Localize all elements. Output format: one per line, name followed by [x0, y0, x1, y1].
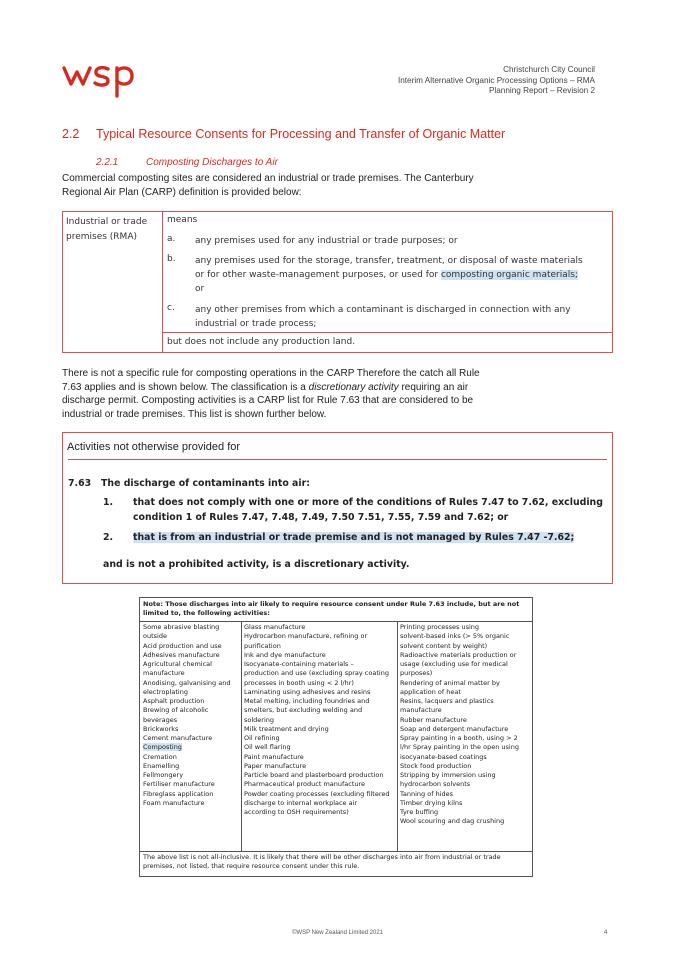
rule-item-2-number: 2.	[103, 532, 114, 543]
table-note-line: Note: Those discharges into air likely to require resource consent under Rule 7.63 include, but are not	[143, 600, 520, 608]
item-b-line: any premises used for the storage, transfer, treatment, or disposal of waste materials	[195, 256, 583, 266]
rule-title: The discharge of contaminants into air:	[101, 478, 310, 489]
table-cell-line: hydrocarbon solvents	[400, 780, 471, 789]
table-cell-line: Cement manufacture	[143, 734, 213, 742]
item-b-text	[195, 254, 611, 296]
rule-item-2-text	[133, 530, 574, 545]
paragraph-line: discharge permit. Composting activities is a CARP list for Rule 7.63 that are considered to be	[62, 395, 474, 407]
highlight-industrial-premise: that is from an industrial or trade premise and is not managed by Rules 7.47 -7.62;	[133, 532, 575, 543]
table-cell-line: Tanning of hides	[400, 789, 454, 798]
table-cell-line: beverages	[143, 715, 178, 724]
term-line: premises (RMA)	[66, 232, 137, 242]
table-cell-line: Particle board and plasterboard production	[244, 771, 384, 779]
discretionary-activity-emphasis: discretionary activity	[308, 381, 399, 393]
rule-item-1-number: 1.	[103, 497, 114, 508]
table-cell-line: Hydrocarbon manufacture, refining or	[244, 632, 368, 641]
table-cell-line: Stock food production	[400, 761, 472, 770]
highlight-composting: composting organic materials;	[440, 270, 578, 280]
table-cell-line: Soap and detergent manufacture	[400, 724, 509, 733]
table-cell-line: Fertiliser manufacture	[143, 780, 215, 789]
table-cell-line: Spray painting in a booth, using > 2	[400, 734, 518, 742]
definition-box	[62, 211, 613, 353]
rule-item-line: that does not comply with one or more of the conditions of Rules 7.47 to 7.62, excluding	[133, 497, 603, 508]
table-rule	[140, 621, 532, 622]
term-line: Industrial or trade	[66, 217, 148, 227]
table-cell-line: Cremation	[143, 752, 177, 761]
paragraph-line: 7.63 applies and is shown below. The classification is a discretionary activity requiring an air	[62, 381, 469, 393]
table-cell-line: Asphalt production	[143, 697, 205, 705]
item-b-letter: b.	[167, 254, 176, 264]
table-cell-line: Enamelling	[143, 761, 180, 770]
item-b-line: or	[195, 284, 205, 294]
item-c-line: industrial or trade process;	[195, 319, 317, 329]
table-cell-line: discharge to internal workplace air	[244, 798, 358, 807]
table-footer-line: premises, not listed, that require resource consent under this rule.	[143, 862, 360, 871]
table-cell-line: Resins, lacquers and plastics	[400, 697, 494, 705]
table-cell-line: Powder coating processes (excluding filtered	[244, 789, 390, 798]
table-cell-line: manufacture	[143, 669, 185, 678]
table-cell-line: solvent content by weight)	[400, 641, 488, 650]
table-cell-line: Some abrasive blasting	[143, 623, 220, 631]
table-cell-line: smelters, but excluding welding and	[244, 706, 363, 715]
page-number: 4	[604, 930, 608, 936]
table-cell-line: Foam manufacture	[143, 798, 205, 807]
rule-box-divider	[68, 459, 607, 460]
activities-table	[139, 597, 533, 877]
table-note	[143, 600, 529, 618]
definition-separator	[162, 332, 612, 333]
intro-paragraph	[62, 172, 622, 199]
table-cell-line: solvent-based inks (> 5% organic	[400, 632, 510, 641]
table-cell-line: purification	[244, 641, 281, 650]
table-cell-line: Acid production and use	[143, 641, 222, 650]
rule-item-1-text	[133, 495, 603, 525]
table-cell-line: isocyanate-based coatings	[400, 752, 487, 761]
table-cell-line	[143, 743, 230, 752]
table-cell-line: Tyre buffing	[400, 808, 439, 816]
table-cell-line: Paper manufacture	[244, 761, 307, 770]
table-cell-line: Isocyanate-containing materials –	[244, 660, 354, 668]
table-cell-line: production and use (excluding spray coating	[244, 669, 389, 678]
table-cell-line: Rendering of animal matter by	[400, 678, 500, 687]
table-cell-line: Timber drying kilns	[400, 798, 463, 807]
table-cell-line: Adhesives manufacture	[143, 650, 220, 659]
table-cell-line: Anodising, galvanising and	[143, 678, 231, 687]
table-cell-line: usage (excluding use for medical	[400, 660, 508, 668]
wsp-logo	[62, 58, 142, 103]
table-cell-line: according to OSH requirements)	[244, 808, 349, 816]
table-column-3	[400, 623, 519, 827]
rule-closing: and is not a prohibited activity, is a discretionary activity.	[103, 559, 410, 570]
page-footer-copyright: ©WSP New Zealand Limited 2021	[291, 930, 384, 936]
table-cell-line: Fellmongery	[143, 771, 184, 779]
document-header	[398, 65, 595, 97]
table-cell-line: Agricultural chemical	[143, 660, 212, 668]
rule-number: 7.63	[68, 478, 92, 489]
header-report: Planning Report – Revision 2	[488, 86, 595, 95]
section-title: Typical Resource Consents for Processing and Transfer of Organic Matter	[96, 127, 506, 141]
item-c-letter: c.	[167, 303, 175, 313]
table-cell-line: soldering	[244, 715, 275, 724]
paragraph-line: There is not a specific rule for composting operations in the CARP Therefore the catch all Rule	[62, 368, 480, 379]
table-footer	[143, 853, 529, 871]
table-column-1	[143, 623, 230, 808]
table-footer-line: The above list is not all-inclusive. It is likely that there will be other discharges into air from industrial or trade	[143, 853, 501, 861]
header-client: Christchurch City Council	[503, 65, 595, 74]
table-cell-line: outside	[143, 632, 167, 641]
intro-line: Commercial composting sites are considered an industrial or trade premises. The Canterbury	[62, 173, 474, 184]
item-c-text	[195, 303, 611, 331]
rule-item-line: condition 1 of Rules 7.47, 7.48, 7.49, 7.50 7.51, 7.55, 7.59 and 7.62; or	[133, 512, 509, 523]
section-heading	[62, 127, 505, 141]
item-c-line: any other premises from which a contaminant is discharged in connection with any	[195, 305, 571, 315]
table-cell-line: Fibreglass application	[143, 789, 214, 798]
table-cell-line: manufacture	[400, 706, 442, 715]
highlight-composting-cell: Composting	[143, 743, 182, 752]
subsection-number: 2.2.1	[96, 157, 119, 168]
item-a-letter: a.	[167, 234, 176, 244]
header-project: Interim Alternative Organic Processing Options – RMA	[397, 75, 595, 85]
table-cell-line: Metal melting, including foundries and	[244, 697, 370, 705]
section-number: 2.2	[62, 127, 80, 141]
definition-term	[66, 215, 160, 245]
table-cell-line: Milk treatment and drying	[244, 724, 329, 733]
table-cell-line: l/hr Spray painting in the open using	[400, 743, 519, 752]
table-cell-line: Rubber manufacture	[400, 715, 467, 724]
table-rule	[140, 851, 532, 852]
item-a-text: any premises used for any industrial or trade purposes; or	[195, 236, 458, 246]
table-cell-line: Brewing of alcoholic	[143, 706, 209, 715]
paragraph-line: industrial or trade premises. This list is shown further below.	[62, 408, 327, 420]
table-note-line: limited to, the following activities:	[143, 609, 270, 618]
table-cell-line: Paint manufacture	[244, 752, 304, 761]
table-cell-line: Printing processes using	[400, 623, 480, 631]
table-cell-line: application of heat	[400, 687, 461, 696]
table-column-divider	[241, 621, 242, 851]
table-column-divider	[397, 621, 398, 851]
table-column-2	[244, 623, 389, 817]
table-cell-line: purposes)	[400, 669, 433, 678]
rule-box-heading: Activities not otherwise provided for	[67, 441, 241, 453]
rule-paragraph	[62, 367, 622, 421]
table-cell-line: Ink and dye manufacture	[244, 650, 326, 659]
intro-line: Regional Air Plan (CARP) definition is provided below:	[62, 186, 302, 198]
definition-divider	[162, 212, 163, 352]
definition-means: means	[167, 215, 198, 225]
table-cell-line: Brickworks	[143, 724, 179, 733]
subsection-title: Composting Discharges to Air	[146, 157, 278, 168]
table-cell-line: Oil well flaring	[244, 743, 291, 752]
rule-box	[62, 432, 613, 584]
subsection-heading	[96, 157, 278, 168]
definition-exclusion: but does not include any production land.	[167, 337, 356, 347]
table-cell-line: Pharmaceutical product manufacture	[244, 780, 366, 789]
table-cell-line: Radioactive materials production or	[400, 650, 517, 659]
wsp-logo-mark	[62, 58, 142, 98]
table-cell-line: Stripping by immersion using	[400, 771, 496, 779]
table-cell-line: Wool scouring and dag crushing	[400, 817, 505, 826]
table-cell-line: processes in booth using < 2 l/hr)	[244, 678, 354, 687]
table-cell-line: Glass manufacture	[244, 623, 306, 631]
item-b-line: or for other waste-management purposes, or used for composting organic materials;	[195, 270, 578, 280]
table-cell-line: electroplating	[143, 687, 188, 696]
table-cell-line: Laminating using adhesives and resins	[244, 687, 371, 696]
table-cell-line: Oil refining	[244, 734, 280, 742]
